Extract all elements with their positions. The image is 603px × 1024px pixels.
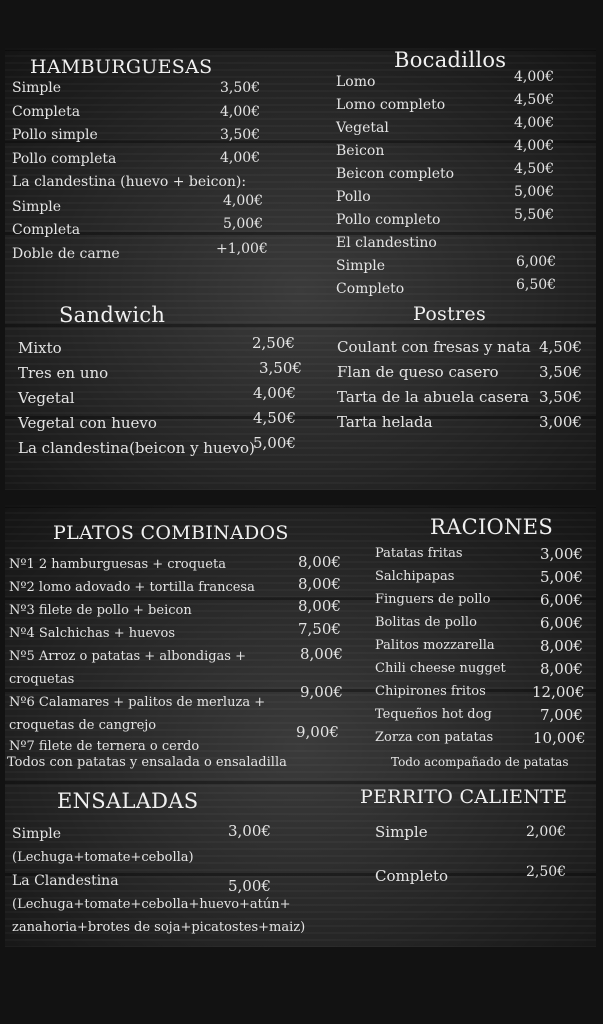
menu-item-name: Lomo [336, 74, 376, 90]
menu-item-price: 4,00€ [514, 138, 555, 154]
menu-item-name: Doble de carne [12, 246, 120, 262]
menu-item-price: 10,00€ [533, 729, 586, 747]
menu-item-price: 6,00€ [516, 254, 557, 270]
menu-board-top [5, 48, 596, 490]
menu-item-name: Patatas fritas [375, 546, 463, 561]
menu-item-price: 8,00€ [540, 637, 583, 655]
menu-item-price: 3,50€ [259, 359, 302, 377]
menu-item-name: Pollo [336, 189, 371, 205]
menu-item-name: Simple [375, 823, 428, 841]
menu-item-price: 4,50€ [514, 92, 555, 108]
menu-item-price: 6,00€ [540, 591, 583, 609]
menu-item-name: Completa [12, 104, 81, 120]
menu-item-name: Beicon [336, 143, 385, 159]
menu-item-price: 4,50€ [539, 338, 582, 356]
menu-item-price: 7,00€ [540, 706, 583, 724]
menu-item-name: Finguers de pollo [375, 592, 491, 607]
menu-item-name: Tres en uno [18, 364, 109, 382]
menu-item-desc: (Lechuga+tomate+cebolla+huevo+atún+ [12, 897, 291, 912]
menu-item-name: Flan de queso casero [337, 363, 499, 381]
menu-item-name: Simple [12, 826, 62, 842]
menu-item-name: Chipirones fritos [375, 684, 486, 699]
menu-item-price: 8,00€ [298, 597, 341, 615]
menu-item-name: Nº4 Salchichas + huevos [9, 626, 176, 641]
menu-item-name: Beicon completo [336, 166, 455, 182]
menu-item-price: 5,00€ [540, 568, 583, 586]
menu-item-name: Simple [12, 80, 62, 96]
menu-item-name: Tequeños hot dog [375, 707, 492, 722]
bocadillos-title: Bocadillos [394, 48, 507, 72]
menu-item-name: Pollo completo [336, 212, 441, 228]
menu-item-name: Nº3 filete de pollo + beicon [9, 603, 192, 618]
hamburguesas-title: HAMBURGUESAS [30, 56, 213, 78]
menu-item-price: 3,50€ [539, 388, 582, 406]
perrito-caliente-title: PERRITO CALIENTE [360, 786, 568, 808]
menu-item-price: 4,00€ [223, 193, 264, 209]
menu-item-name: Simple [12, 199, 62, 215]
menu-item-price: 6,50€ [516, 277, 557, 293]
menu-item-price: 2,50€ [526, 864, 567, 880]
sandwich-title: Sandwich [59, 303, 166, 327]
menu-item-price: 3,50€ [539, 363, 582, 381]
menu-item-name: Nº5 Arroz o patatas + albondigas + [9, 649, 247, 664]
menu-item-price: 8,00€ [540, 660, 583, 678]
menu-item-price: 4,00€ [220, 104, 261, 120]
menu-item-price: 9,00€ [296, 723, 339, 741]
menu-item-price: 2,00€ [526, 824, 567, 840]
menu-item-name: Palitos mozzarella [375, 638, 495, 653]
menu-item-name: Vegetal [336, 120, 389, 136]
menu-item-name: Nº7 filete de ternera o cerdo [9, 739, 200, 754]
menu-item-name: Completo [375, 867, 449, 885]
menu-item-name: Lomo completo [336, 97, 446, 113]
menu-item-price: 12,00€ [532, 683, 585, 701]
menu-item-name: Bolitas de pollo [375, 615, 477, 630]
menu-item-name: Tarta helada [337, 413, 433, 431]
clandestino-subtitle: El clandestino [336, 235, 437, 251]
menu-item-price: 5,50€ [514, 207, 555, 223]
menu-item-name: Nº6 Calamares + palitos de merluza + [9, 695, 266, 710]
menu-item-name: Vegetal [18, 389, 75, 407]
menu-board-bottom [5, 505, 596, 947]
menu-item-name-cont: croquetas [9, 672, 75, 687]
menu-item-price: 8,00€ [300, 645, 343, 663]
platos-combinados-title: PLATOS COMBINADOS [53, 522, 289, 544]
menu-item-price: 8,00€ [298, 553, 341, 571]
menu-item-name: Salchipapas [375, 569, 455, 584]
menu-item-price: 7,50€ [298, 620, 341, 638]
raciones-note: Todo acompañado de patatas [391, 755, 569, 769]
menu-item-price: 3,50€ [220, 80, 261, 96]
menu-item-name: Coulant con fresas y nata [337, 338, 531, 356]
menu-item-name: Completa [12, 222, 81, 238]
menu-item-name: Completo [336, 281, 405, 297]
menu-item-price: 4,00€ [514, 69, 555, 85]
menu-item-price: 4,00€ [253, 384, 296, 402]
menu-item-name: Nº2 lomo adovado + tortilla francesa [9, 580, 255, 595]
menu-item-price: 4,50€ [514, 161, 555, 177]
clandestina-subtitle: La clandestina (huevo + beicon): [12, 174, 247, 190]
menu-item-price: 3,00€ [228, 822, 271, 840]
menu-item-price: 2,50€ [252, 334, 295, 352]
menu-item-desc-cont: zanahoria+brotes de soja+picatostes+maiz) [12, 920, 306, 935]
menu-item-price: 8,00€ [298, 575, 341, 593]
menu-item-price: 3,00€ [539, 413, 582, 431]
menu-item-price: 4,00€ [220, 150, 261, 166]
postres-title: Postres [413, 303, 487, 325]
menu-item-name-cont: croquetas de cangrejo [9, 718, 157, 733]
menu-item-price: 4,00€ [514, 115, 555, 131]
menu-item-name: Pollo simple [12, 127, 98, 143]
menu-item-name: Nº1 2 hamburguesas + croqueta [9, 557, 226, 572]
menu-item-price: 6,00€ [540, 614, 583, 632]
menu-item-price: +1,00€ [216, 241, 268, 257]
platos-note: Todos con patatas y ensalada o ensaladilla [7, 755, 287, 770]
menu-item-name: La clandestina(beicon y huevo) [18, 439, 255, 457]
menu-item-price: 4,50€ [253, 409, 296, 427]
menu-item-price: 3,00€ [540, 545, 583, 563]
menu-item-name: Pollo completa [12, 151, 117, 167]
menu-item-price: 5,00€ [253, 434, 296, 452]
menu-item-price: 3,50€ [220, 127, 261, 143]
menu-item-name: La Clandestina [12, 873, 119, 889]
ensaladas-title: ENSALADAS [57, 789, 199, 813]
menu-item-price: 5,00€ [223, 216, 264, 232]
menu-item-name: Vegetal con huevo [18, 414, 157, 432]
menu-item-name: Zorza con patatas [375, 730, 494, 745]
raciones-title: RACIONES [430, 515, 554, 539]
menu-item-name: Tarta de la abuela casera [337, 388, 530, 406]
menu-item-price: 9,00€ [300, 683, 343, 701]
menu-item-name: Chili cheese nugget [375, 661, 506, 676]
menu-item-desc: (Lechuga+tomate+cebolla) [12, 850, 194, 865]
menu-item-name: Simple [336, 258, 386, 274]
menu-item-price: 5,00€ [228, 877, 271, 895]
menu-item-name: Mixto [18, 339, 62, 357]
menu-item-price: 5,00€ [514, 184, 555, 200]
